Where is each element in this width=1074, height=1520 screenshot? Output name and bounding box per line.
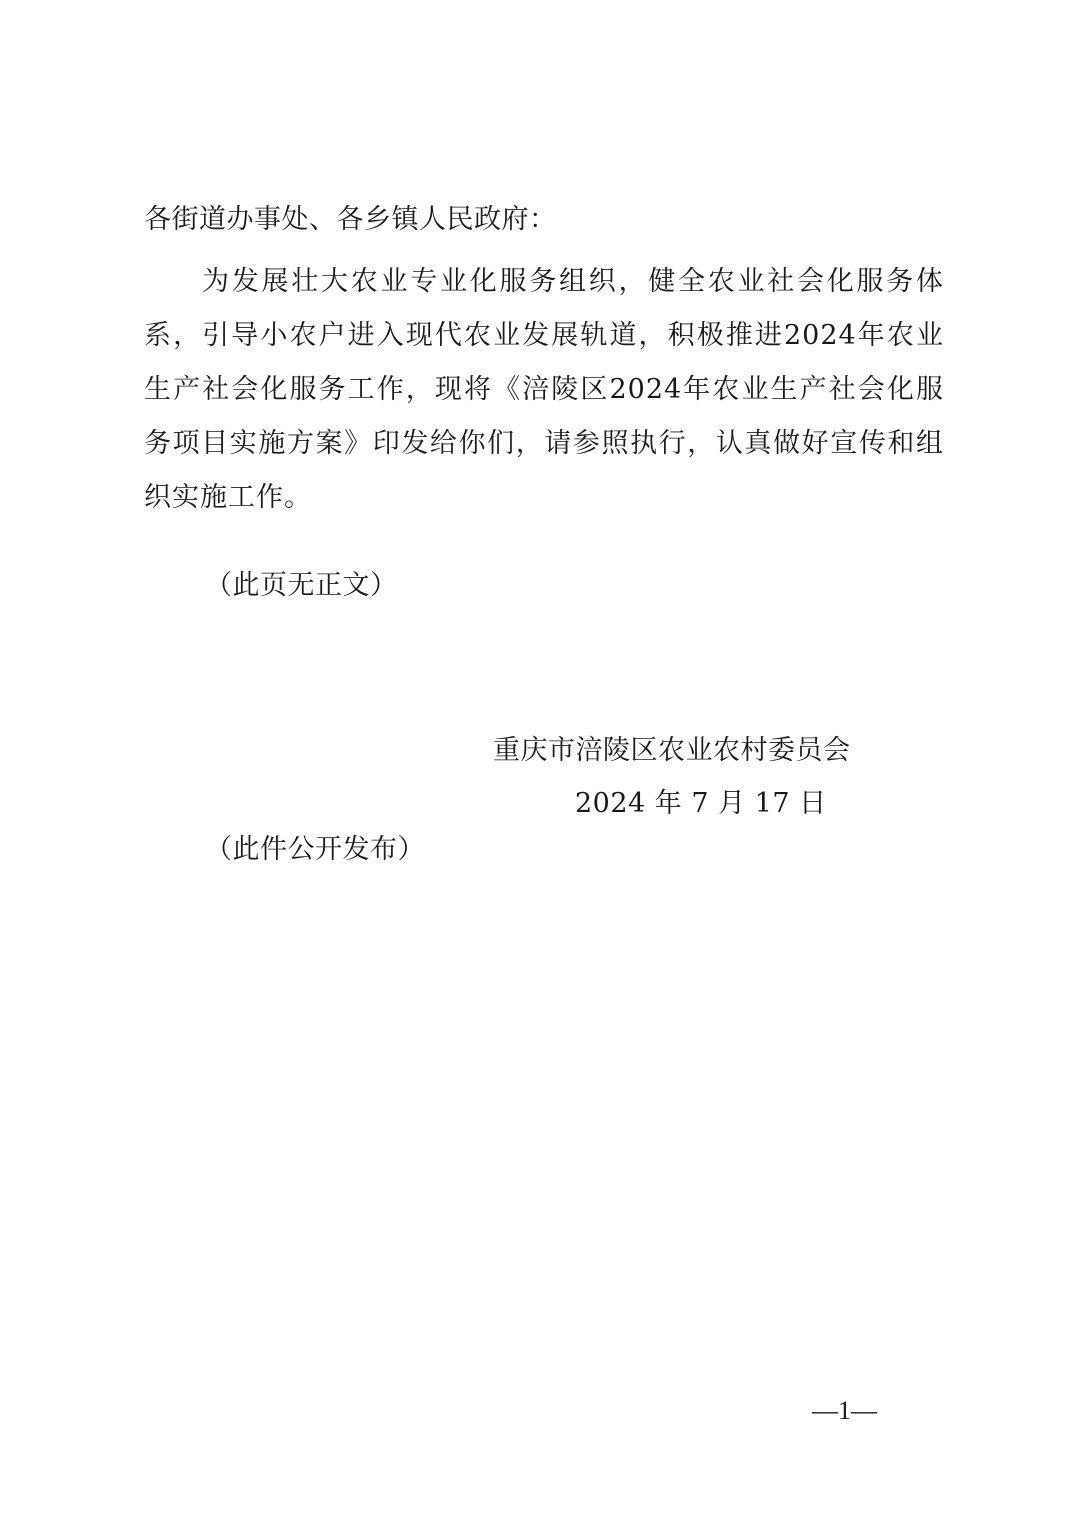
issue-date: 2024 年 7 月 17 日	[575, 788, 827, 819]
page-number: —1—	[812, 1396, 877, 1425]
release-note: （此件公开发布）	[205, 834, 425, 865]
salutation: 各街道办事处、各乡镇人民政府：	[144, 204, 557, 235]
body-paragraph: 为发展壮大农业专业化服务组织，健全农业社会化服务体系，引导小农户进入现代农业发展轨道，积极推进2024年农业生产社会化服务工作，现将《涪陵区2024年农业生产社会化服务项目实施方案》印发给你们，请参照执行，认真做好宣传和组织实施工作。	[144, 266, 944, 513]
no-body-note: （此页无正文）	[205, 570, 398, 601]
issuer-signature: 重庆市涪陵区农业农村委员会	[493, 735, 851, 766]
